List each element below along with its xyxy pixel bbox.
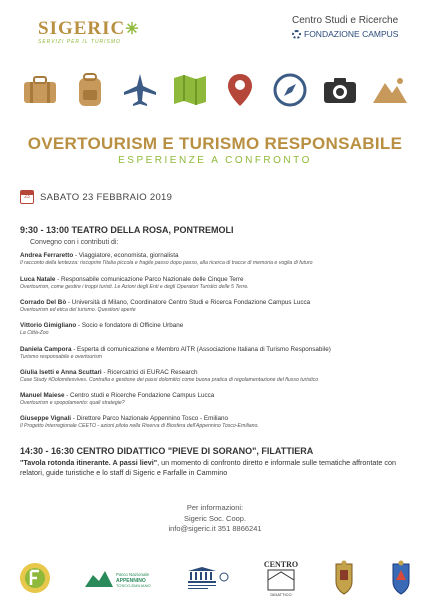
date-text: SABATO 23 FEBBRAIO 2019: [40, 191, 173, 203]
centro-didattico-logo[interactable]: [262, 556, 300, 600]
org-line2: FONDAZIONE CAMPUS: [304, 29, 399, 39]
speaker-name: Corrado Del Bò: [20, 299, 67, 306]
location-pin-icon: [220, 70, 260, 110]
map-icon: [170, 70, 210, 110]
speaker-name: Giulia Isetti e Anna Scuttari: [20, 369, 102, 376]
svg-text:DIDATTICO: DIDATTICO: [269, 592, 292, 597]
speaker-name: Andrea Ferraretto: [20, 252, 74, 259]
speaker-topic: Overtourism ed etica del turismo. Questioni aperte: [20, 306, 136, 313]
fondazione-campus-logo[interactable]: [292, 15, 398, 39]
speaker-role: - Università di Milano, Coordinatore Centro Studi e Ricerca Fondazione Campus Lucca: [66, 299, 311, 306]
speaker-item: [20, 299, 415, 314]
travel-icons-row: [20, 66, 410, 114]
speaker-topic: Il racconto della lentezza: riscoprire l'Italia piccola e fragile passo dopo passo, alla ricerca di tracce di memoria e voglia di futuro: [20, 259, 313, 266]
parco-appennino-logo[interactable]: [83, 556, 153, 600]
svg-text:APPENNINO: APPENNINO: [116, 578, 146, 584]
speaker-name: Luca Natale: [20, 276, 56, 283]
brand-name: SIGERIC: [38, 18, 126, 39]
svg-text:CENTRO: CENTRO: [263, 560, 298, 569]
campus-mark-icon: [292, 30, 301, 39]
event-date: [20, 190, 172, 204]
speaker-role: - Responsabile comunicazione Parco Nazionale delle Cinque Terre: [55, 276, 244, 283]
speaker-name: Vittorio Gimigliano: [20, 322, 77, 329]
header: [0, 0, 430, 60]
compass-icon: [270, 70, 310, 110]
page-subtitle: ESPERIENZE A CONFRONTO: [118, 155, 312, 166]
speaker-item: [20, 392, 415, 407]
session2-description: [20, 458, 415, 477]
session2-heading: 14:30 - 16:30 CENTRO DIDATTICO "PIEVE DI SORANO", FILATTIERA: [20, 446, 314, 456]
speaker-role: - Viaggiatore, economista, giornalista: [73, 252, 179, 259]
brand-tagline: SERVIZI PER IL TURISMO: [38, 39, 121, 45]
speaker-role: - Centro studi e Ricerche Fondazione Campus Lucca: [64, 392, 215, 399]
star-icon: ✳: [125, 21, 140, 38]
speaker-topic: Overtourism, come gestire i troppi turisti. Le Azioni degli Enti e degli Operatori Turistici delle 5 Terre.: [20, 283, 249, 290]
speaker-topic: Il Progetto Interregionale CEETO - azioni pilota nella Riserva di Biosfera dell'Appennino Tosco-Emiliano.: [20, 422, 259, 429]
info-label: Per informazioni:: [186, 503, 244, 512]
speaker-role: - Direttore Parco Nazionale Appennino Tosco - Emiliano: [70, 415, 229, 422]
speaker-item: [20, 276, 415, 291]
speaker-role: - Socio e fondatore di Officine Urbane: [76, 322, 184, 329]
speaker-item: [20, 346, 415, 361]
speaker-topic: Overtourism e spopolamento: quali strategie?: [20, 399, 125, 406]
session2-bold: "Tavola rotonda itinerante. A passi lievi": [20, 458, 158, 467]
contact-info: [0, 503, 430, 535]
speaker-role: - Ricercatrici di EURAC Research: [101, 369, 198, 376]
unesco-logo[interactable]: [184, 556, 230, 600]
airplane-icon: [120, 70, 160, 110]
session1-heading: 9:30 - 13:00 TEATRO DELLA ROSA, PONTREMOLI: [20, 225, 234, 235]
speaker-item: [20, 415, 415, 430]
info-org: Sigeric Soc. Coop.: [183, 513, 247, 523]
municipal-crest-1-icon[interactable]: [331, 556, 357, 600]
speaker-role: - Esperta di comunicazione e Membro AITR (Associazione Italiana di Turismo Responsabile): [71, 346, 331, 353]
speaker-name: Giuseppe Vignali: [20, 415, 71, 422]
svg-text:TOSCO-EMILIANO: TOSCO-EMILIANO: [116, 583, 151, 588]
speaker-name: Manuel Maiese: [20, 392, 65, 399]
mountains-icon: [370, 70, 410, 110]
backpack-icon: [70, 70, 110, 110]
info-contact[interactable]: info@sigeric.it 351 8866241: [168, 524, 262, 533]
svg-text:Parco Nazionale: Parco Nazionale: [116, 572, 150, 577]
farfalle-logo[interactable]: [18, 556, 52, 600]
calendar-icon: 23: [20, 190, 34, 204]
speaker-topic: Turismo responsabile e overtourism: [20, 353, 103, 360]
partner-logos: [18, 553, 414, 603]
org-line1: Centro Studi e Ricerche: [292, 15, 399, 26]
speaker-item: [20, 369, 415, 384]
speaker-topic: La Città-Zoo: [20, 329, 49, 336]
speaker-topic: Case Study #Dolomitesvives. Contrafia e gestione dei passi dolomitici come buona pratica di regolamentazione del flusso turistico: [20, 376, 319, 383]
camera-icon: [320, 70, 360, 110]
municipal-crest-2-icon[interactable]: [388, 556, 414, 600]
speaker-item: [20, 322, 415, 337]
session1-intro: Convegno con i contributi di:: [30, 239, 119, 246]
speaker-name: Daniela Campora: [20, 346, 72, 353]
suitcase-icon: [20, 70, 60, 110]
sigeric-logo[interactable]: [38, 18, 140, 45]
page-title: OVERTOURISM E TURISMO RESPONSABILE: [27, 134, 403, 153]
session2-text: , un momento di confronto diretto e informale sulle tematiche affrontate con relatori, guide turistiche e lo staff di Sigeric e Farfalle in Cammino: [20, 458, 396, 477]
speaker-item: [20, 252, 415, 267]
